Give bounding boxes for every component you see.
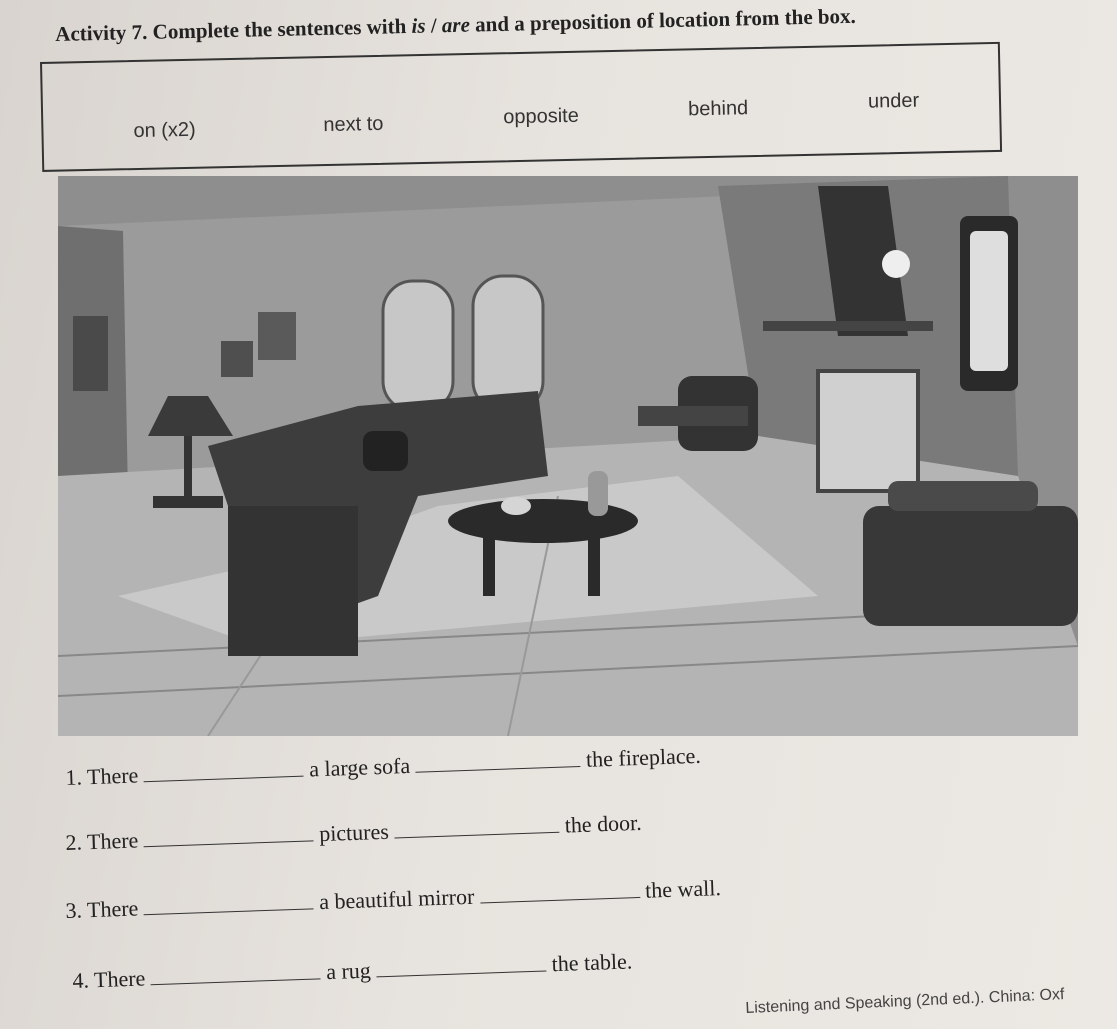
sentence-end: the fireplace. — [585, 742, 702, 772]
window — [383, 281, 453, 411]
sentence-number: 3. — [65, 897, 83, 923]
sentence-4 — [72, 948, 633, 994]
answer-blank[interactable] — [150, 960, 321, 985]
sentence-middle: a beautiful mirror — [318, 883, 475, 915]
sentence-middle: pictures — [318, 818, 390, 847]
sentence-middle: a large sofa — [308, 752, 411, 782]
living-room-illustration — [58, 176, 1078, 736]
sentence-start: There — [86, 827, 139, 855]
source-footer: Listening and Speaking (2nd ed.). China: Oxf — [745, 986, 1065, 1017]
side-table — [153, 496, 223, 508]
sentence-end: the table. — [551, 948, 633, 977]
word-under: under — [867, 89, 920, 113]
sentence-number: 2. — [65, 829, 83, 855]
activity-title: Activity 7. Complete the sentences with is / are and a preposition of location from the box. — [55, 3, 857, 46]
answer-blank[interactable] — [143, 758, 304, 783]
sentence-2 — [65, 810, 642, 856]
answer-blank[interactable] — [394, 814, 560, 839]
word-next-to: next to — [323, 112, 384, 137]
sentence-3 — [65, 875, 721, 924]
answer-blank[interactable] — [376, 952, 547, 977]
answer-blank[interactable] — [479, 879, 640, 904]
sentence-start: There — [86, 895, 139, 923]
picture-frame — [73, 316, 108, 391]
word-on: on (x2) — [133, 118, 196, 143]
sentence-end: the door. — [564, 809, 643, 838]
sentence-end: the wall. — [644, 875, 722, 903]
mantel — [763, 321, 933, 331]
picture-frame — [221, 341, 253, 377]
sentence-start: There — [86, 762, 139, 790]
vase — [588, 471, 608, 516]
sentence-middle: a rug — [325, 957, 372, 985]
fireplace — [818, 371, 918, 491]
word-behind: behind — [687, 97, 749, 121]
answer-blank[interactable] — [415, 748, 581, 773]
answer-blank[interactable] — [143, 890, 314, 915]
sentence-1 — [65, 743, 701, 791]
sentence-start: There — [93, 965, 146, 993]
sentence-number: 4. — [72, 967, 90, 993]
word-opposite: opposite — [503, 104, 580, 129]
picture-frame — [258, 312, 296, 360]
answer-blank[interactable] — [143, 822, 314, 847]
window — [473, 276, 543, 411]
clock — [882, 250, 910, 278]
sentence-number: 1. — [65, 764, 83, 790]
word-box — [40, 42, 1002, 172]
right-sofa — [863, 506, 1078, 626]
coffee-table — [448, 499, 638, 543]
